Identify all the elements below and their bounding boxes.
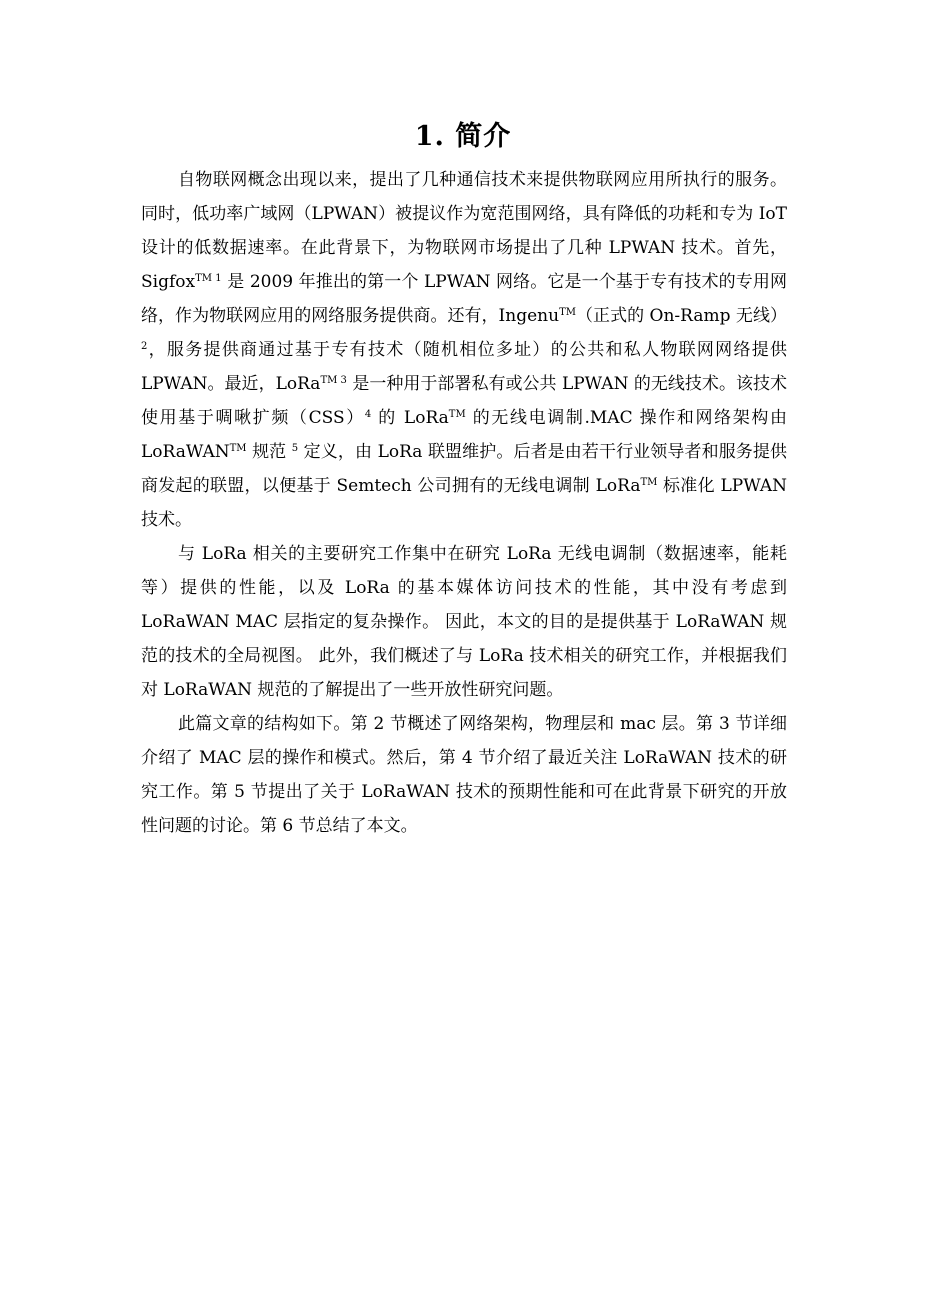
text-run: 的无线电调制.MAC 操作和网络架构由 LoRaWAN <box>141 408 787 462</box>
superscript-mark: TM <box>448 409 466 420</box>
text-run: 自物联网概念出现以来，提出了几种通信技术来提供物联网应用所执行的服务。同时，低功率广域网（LPWAN）被提议作为宽范围网络，具有降低的功耗和专为 IoT 设计的低数据速率。在此背景下，为物联网市场提出了几种 LPWAN 技术。首先，Sigfox <box>141 170 787 292</box>
paragraph-related-work <box>141 537 787 707</box>
superscript-mark: 5 <box>291 443 299 454</box>
section-heading: 1. 简介 <box>414 121 512 152</box>
text-run: 是 2009 年推出的第一个 LPWAN 网络。它是一个基于专有技术的专用网络，作为物联网应用的网络服务提供商。还有，Ingenu <box>141 272 787 326</box>
superscript-mark: TM 3 <box>320 375 347 386</box>
text-run: ，服务提供商通过基于专有技术（随机相位多址）的公共和私人物联网网络提供 LPWAN。最近，LoRa <box>141 340 787 394</box>
paragraph-structure <box>141 707 787 843</box>
superscript-mark: TM <box>640 477 658 488</box>
text-run: 的 LoRa <box>371 408 449 428</box>
text-run: 是一种用于部署私有或公共 LPWAN 的无线技术。该技术使用基于啁啾扩频（CSS） <box>141 374 787 428</box>
superscript-mark: TM <box>559 307 576 318</box>
superscript-mark: 4 <box>364 409 372 420</box>
text-run: 定义，由 LoRa 联盟维护。后者是由若干行业领导者和服务提供商发起的联盟，以便基于 Semtech 公司拥有的无线电调制 LoRa <box>141 442 788 496</box>
paragraph-intro-lpwan <box>141 163 787 537</box>
superscript-mark: 2 <box>141 341 148 352</box>
text-run: （正式的 On-Ramp 无线） <box>575 306 787 326</box>
superscript-mark: TM 1 <box>195 273 222 284</box>
text-run: 此篇文章的结构如下。第 2 节概述了网络架构，物理层和 mac 层。第 3 节详细介绍了 MAC 层的操作和模式。然后，第 4 节介绍了最近关注 LoRaWAN 技术的研究工作。第 5 节提出了关于 LoRaWAN 技术的预期性能和可在此背景下研究的开放性问题的讨论。第 6 节总结了本文。 <box>141 714 787 836</box>
text-run: 规范 <box>246 442 292 462</box>
text-run: 与 LoRa 相关的主要研究工作集中在研究 LoRa 无线电调制（数据速率，能耗等）提供的性能，以及 LoRa 的基本媒体访问技术的性能，其中没有考虑到 LoRaWAN MAC 层指定的复杂操作。 因此，本文的目的是提供基于 LoRaWAN 规范的技术的全局视图。 此外，我们概述了与 LoRa 技术相关的研究工作，并根据我们对 LoRaWAN 规范的了解提出了一些开放性研究问题。 <box>141 544 787 700</box>
text-run: 标准化 LPWAN 技术。 <box>141 476 787 530</box>
superscript-mark: TM <box>229 443 247 454</box>
body-text <box>141 163 787 843</box>
